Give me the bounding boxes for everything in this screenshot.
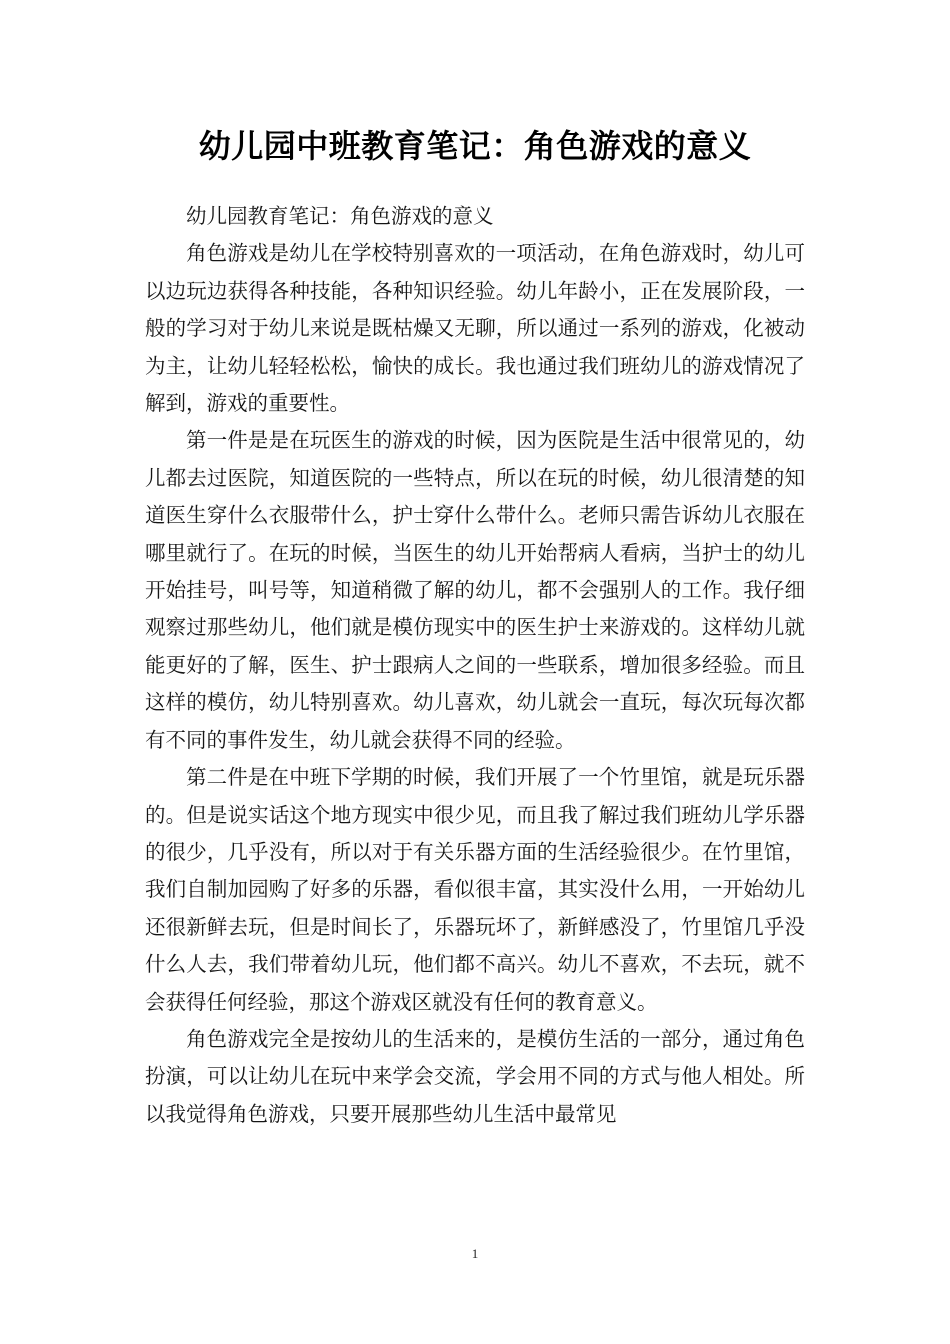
paragraph-intro: 角色游戏是幼儿在学校特别喜欢的一项活动，在角色游戏时，幼儿可以边玩边获得各种技能，各种知识经验。幼儿年龄小，正在发展阶段，一般的学习对于幼儿来说是既枯燥又无聊，所以通过一系列的游戏，化被动为主，让幼儿轻轻松松，愉快的成长。我也通过我们班幼儿的游戏情况了解到，游戏的重要性。 (145, 241, 805, 416)
page-number: 1 (471, 1246, 479, 1261)
paragraph-second-case: 第二件是在中班下学期的时候，我们开展了一个竹里馆，就是玩乐器的。但是说实话这个地方现实中很少见，而且我了解过我们班幼儿学乐器的很少，几乎没有，所以对于有关乐器方面的生活经验很少。在竹里馆，我们自制加园购了好多的乐器，看似很丰富，其实没什么用，一开始幼儿还很新鲜去玩，但是时间长了，乐器玩坏了，新鲜感没了，竹里馆几乎没什么人去，我们带着幼儿玩，他们都不高兴。幼儿不喜欢，不去玩，就不会获得任何经验，那这个游戏区就没有任何的教育意义。 (145, 765, 805, 1014)
document-body (145, 198, 805, 1133)
document-title: 幼儿园中班教育笔记：角色游戏的意义 (198, 127, 752, 165)
paragraph-conclusion: 角色游戏完全是按幼儿的生活来的，是模仿生活的一部分，通过角色扮演，可以让幼儿在玩中来学会交流，学会用不同的方式与他人相处。所以我觉得角色游戏，只要开展那些幼儿生活中最常见 (145, 1026, 805, 1126)
paragraph-first-case: 第一件是是在玩医生的游戏的时候，因为医院是生活中很常见的，幼儿都去过医院，知道医院的一些特点，所以在玩的时候，幼儿很清楚的知道医生穿什么衣服带什么，护士穿什么带什么。老师只需告诉幼儿衣服在哪里就行了。在玩的时候，当医生的幼儿开始帮病人看病，当护士的幼儿开始挂号，叫号等，知道稍微了解的幼儿，都不会强别人的工作。我仔细观察过那些幼儿，他们就是模仿现实中的医生护士来游戏的。这样幼儿就能更好的了解，医生、护士跟病人之间的一些联系，增加很多经验。而且这样的模仿，幼儿特别喜欢。幼儿喜欢，幼儿就会一直玩，每次玩每次都有不同的事件发生，幼儿就会获得不同的经验。 (145, 428, 805, 752)
document-subtitle: 幼儿园教育笔记：角色游戏的意义 (186, 204, 494, 228)
